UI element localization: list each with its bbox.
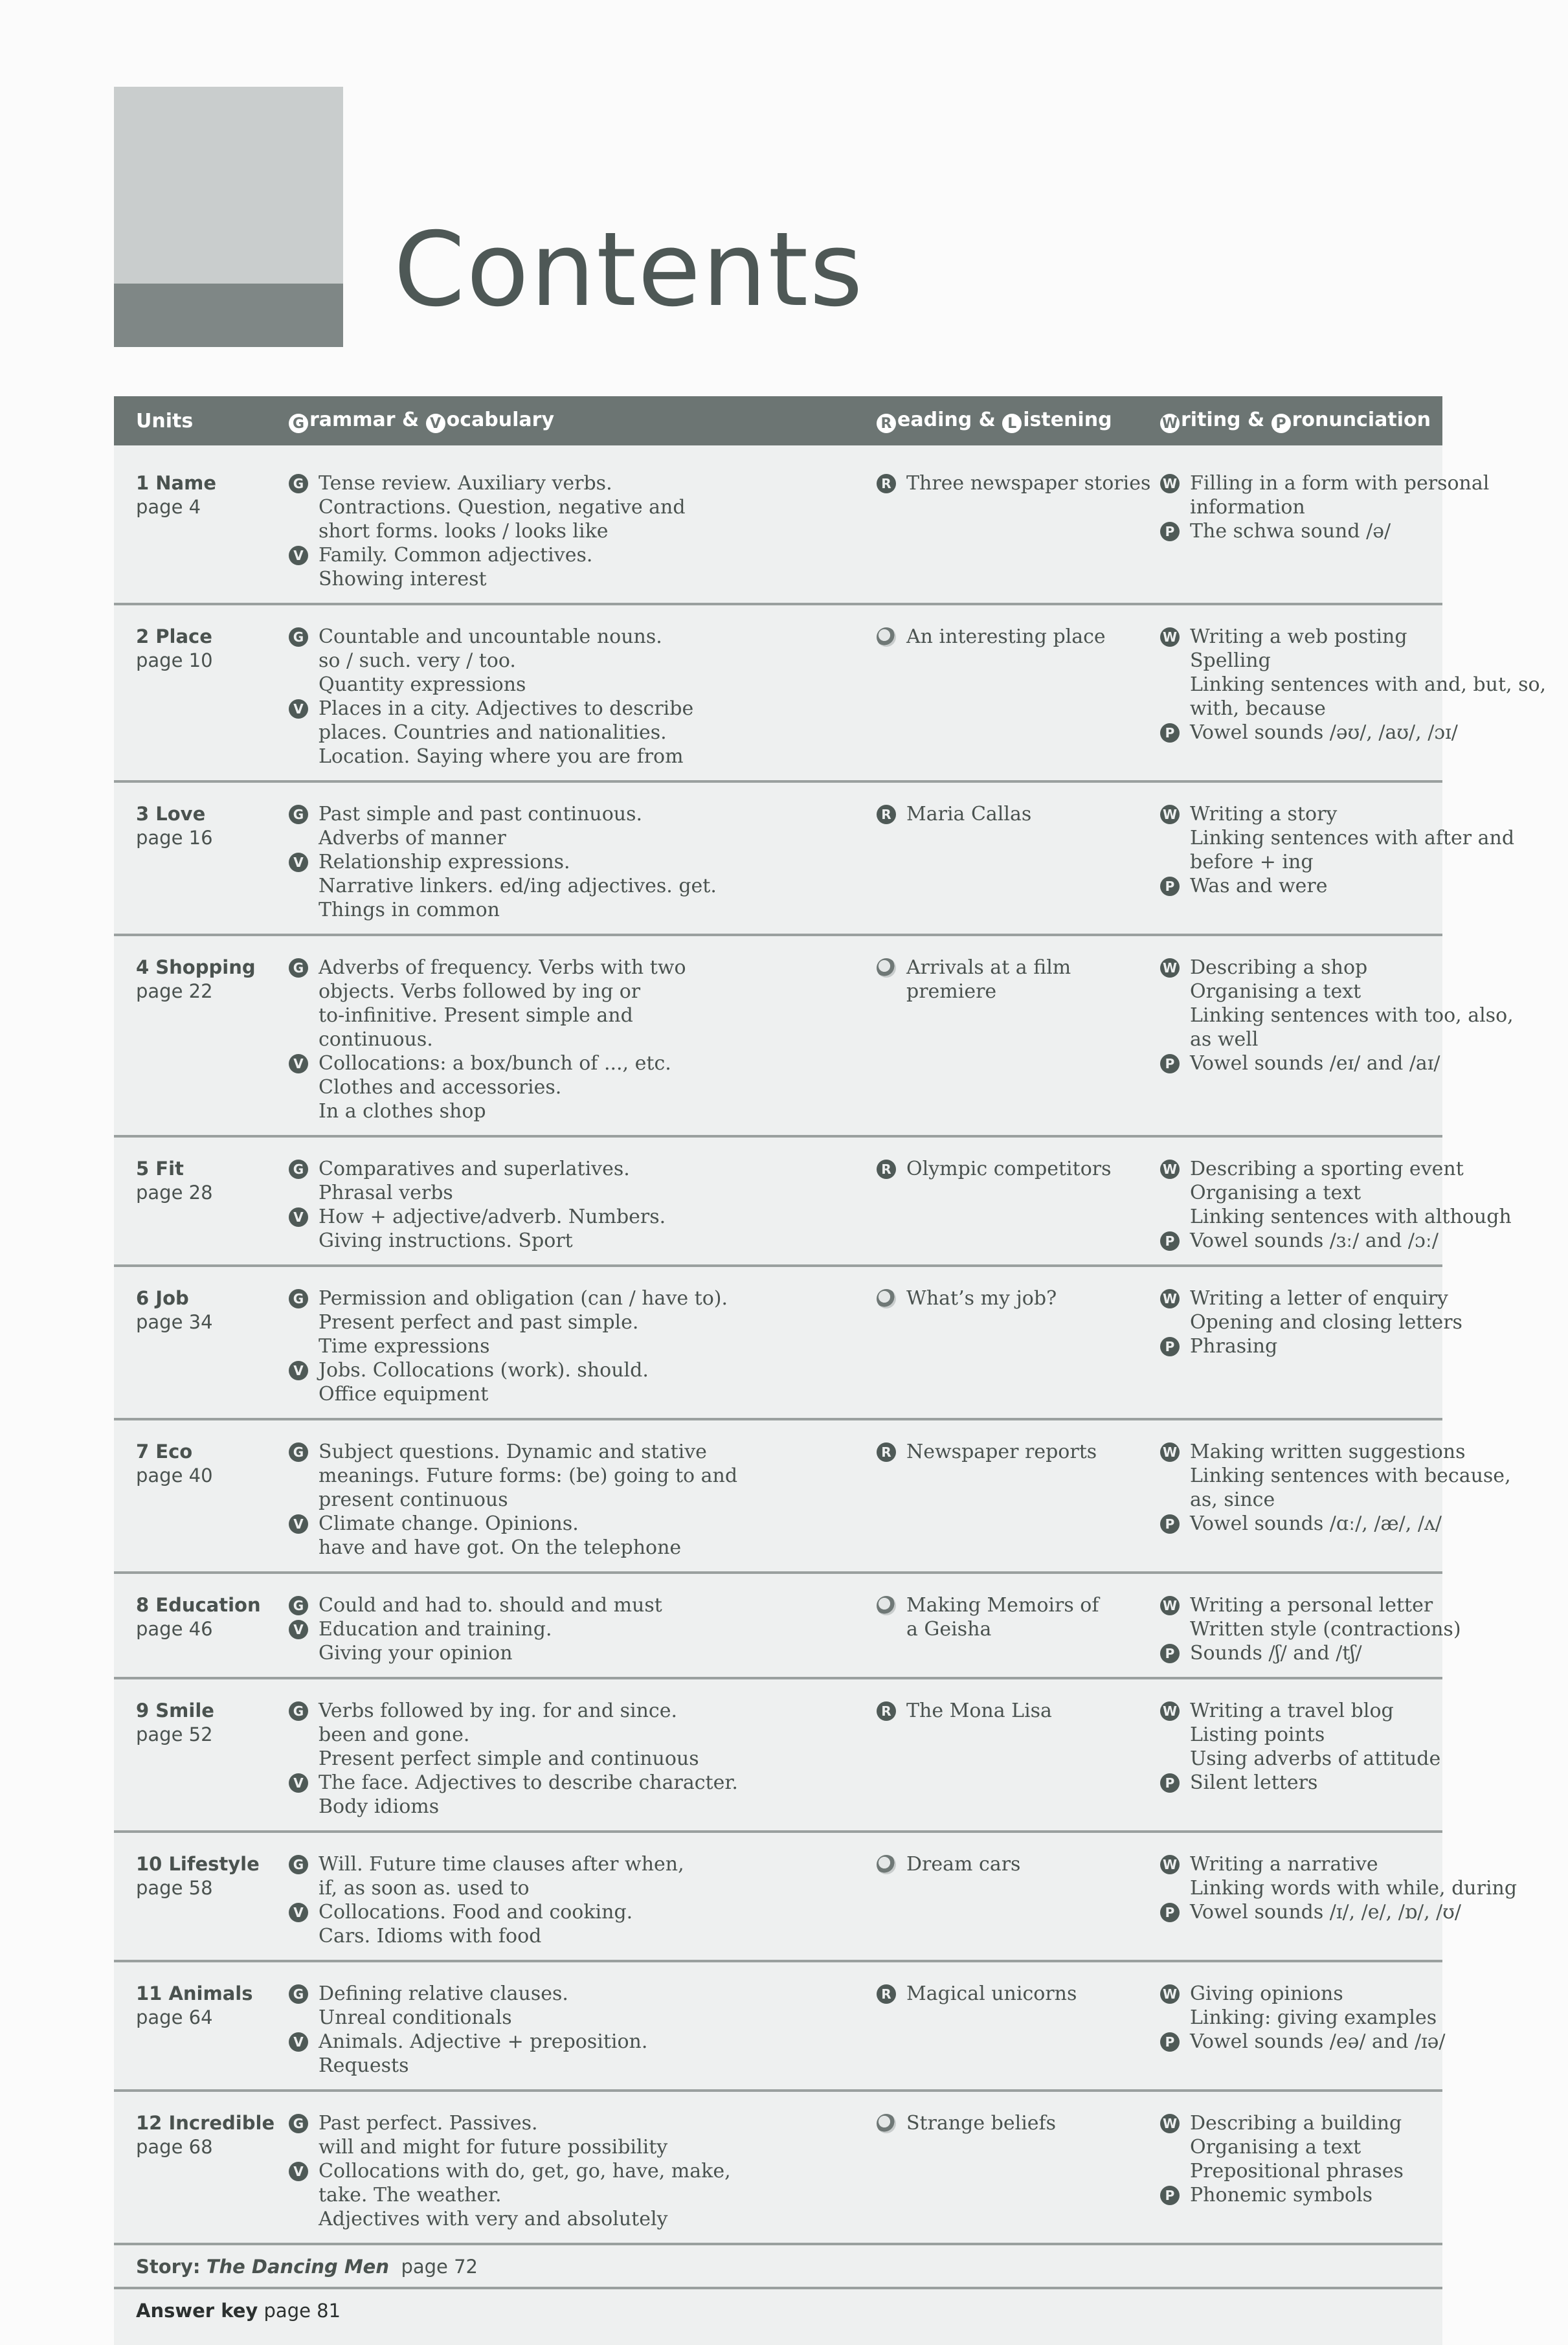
table-body	[114, 445, 1547, 2245]
answer-key-row[interactable]	[114, 2289, 1442, 2345]
writing-entry: W Writing a letter of enquiry Opening and closing letters	[1160, 1286, 1462, 1334]
grammar-entry: G Adverbs of frequency. Verbs with two objects. Verbs followed by ing or to-infinitive. Present simple and continuous.	[289, 956, 864, 1051]
grammar-icon: G	[289, 805, 308, 824]
reading-icon: R	[877, 1984, 896, 2004]
reading-listening-cell	[877, 1440, 1160, 1560]
writing-icon: W	[1160, 2114, 1180, 2133]
writing-entry: W Writing a travel blog Listing points Using adverbs of attitude	[1160, 1699, 1442, 1771]
vocabulary-letter-icon: V	[426, 414, 445, 433]
grammar-entry: G Countable and uncountable nouns. so / such. very / too. Quantity expressions	[289, 625, 864, 697]
pronunciation-icon: P	[1160, 522, 1180, 541]
pronunciation-entry: P Was and were	[1160, 874, 1514, 898]
writing-entry: W Describing a sporting event Organising a text Linking sentences with although	[1160, 1157, 1512, 1229]
vocabulary-entry: V Climate change. Opinions. have and have got. On the telephone	[289, 1512, 864, 1560]
story-label: Story:	[136, 2256, 201, 2278]
vocabulary-entry: V Collocations: a box/bunch of ..., etc. Clothes and accessories. In a clothes shop	[289, 1051, 864, 1123]
vocabulary-entry: V Education and training. Giving your opinion	[289, 1617, 864, 1665]
grammar-vocabulary-cell	[289, 1286, 877, 1406]
vocabulary-entry: V Places in a city. Adjectives to describe places. Countries and nationalities. Location. Saying where you are from	[289, 697, 864, 769]
table-row	[114, 1679, 1442, 1833]
listening-cd-entry: Strange beliefs	[877, 2111, 1160, 2135]
unit-page: page 46	[136, 1618, 213, 1640]
writing-pronunciation-cell	[1160, 2111, 1442, 2231]
writing-icon: W	[1160, 1160, 1180, 1179]
pronunciation-icon: P	[1160, 1644, 1180, 1663]
table-row	[114, 783, 1515, 936]
grammar-icon: G	[289, 474, 308, 493]
unit-cell[interactable]	[114, 1982, 289, 2078]
unit-page: page 22	[136, 980, 213, 1002]
grammar-icon: G	[289, 1855, 308, 1874]
writing-icon: W	[1160, 1442, 1180, 1462]
pronunciation-icon: P	[1160, 2186, 1180, 2205]
pronunciation-letter-icon: P	[1271, 414, 1291, 433]
grammar-vocabulary-cell	[289, 1699, 877, 1819]
grammar-vocabulary-cell	[289, 1852, 877, 1948]
writing-icon: W	[1160, 1855, 1180, 1874]
unit-page: page 58	[136, 1877, 213, 1899]
reading-listening-cell	[877, 471, 1160, 591]
reading-icon: R	[877, 805, 896, 824]
reading-listening-cell	[877, 802, 1160, 922]
unit-name: 7 Eco	[136, 1441, 193, 1463]
vocabulary-icon: V	[289, 1620, 308, 1639]
pronunciation-entry: P Vowel sounds /eə/ and /ɪə/	[1160, 2030, 1446, 2054]
story-title: The Dancing Men	[206, 2256, 389, 2278]
reading-listening-cell	[877, 1699, 1160, 1819]
pronunciation-icon: P	[1160, 877, 1180, 896]
vocabulary-icon: V	[289, 853, 308, 872]
grammar-entry: G Verbs followed by ing. for and since. been and gone. Present perfect simple and continuous	[289, 1699, 864, 1771]
unit-page: page 68	[136, 2136, 213, 2158]
pronunciation-icon: P	[1160, 1337, 1180, 1356]
grammar-icon: G	[289, 2114, 308, 2133]
unit-name: 2 Place	[136, 625, 212, 647]
writing-pronunciation-cell	[1160, 1286, 1462, 1406]
reading-listening-cell	[877, 1157, 1160, 1253]
writing-icon: W	[1160, 1289, 1180, 1308]
pronunciation-icon: P	[1160, 1903, 1180, 1922]
reading-entry: R Magical unicorns	[877, 1982, 1160, 2006]
writing-pronunciation-cell	[1160, 802, 1514, 922]
pronunciation-icon: P	[1160, 1054, 1180, 1073]
pronunciation-icon: P	[1160, 2032, 1180, 2052]
grammar-entry: G Tense review. Auxiliary verbs. Contractions. Question, negative and short forms. looks / looks like	[289, 471, 864, 543]
writing-icon: W	[1160, 1984, 1180, 2004]
writing-icon: W	[1160, 1596, 1180, 1615]
writing-entry: W Describing a shop Organising a text Linking sentences with too, also, as well	[1160, 956, 1514, 1051]
vocabulary-entry: V How + adjective/adverb. Numbers. Giving instructions. Sport	[289, 1205, 864, 1253]
unit-cell[interactable]	[114, 1440, 289, 1560]
grammar-vocabulary-cell	[289, 1440, 877, 1560]
pronunciation-entry: P Vowel sounds /ɪ/, /e/, /ɒ/, /ʊ/	[1160, 1900, 1517, 1924]
writing-entry: W Writing a web posting Spelling Linking sentences with and, but, so, with, because	[1160, 625, 1546, 721]
reading-listening-cell	[877, 1982, 1160, 2078]
table-row	[114, 1420, 1511, 1574]
reading-letter-icon: R	[877, 414, 896, 433]
table-header	[114, 396, 1442, 445]
story-page: page 72	[401, 2256, 478, 2278]
pronunciation-icon: P	[1160, 1231, 1180, 1251]
pronunciation-icon: P	[1160, 1773, 1180, 1793]
unit-name: 9 Smile	[136, 1700, 214, 1722]
table-row	[114, 445, 1490, 605]
unit-cell[interactable]	[114, 802, 289, 922]
writing-icon: W	[1160, 627, 1180, 647]
grammar-vocabulary-cell	[289, 471, 877, 591]
grammar-icon: G	[289, 627, 308, 647]
grammar-icon: G	[289, 1596, 308, 1615]
writing-entry: W Writing a story Linking sentences with after and before + ing	[1160, 802, 1514, 874]
header-writing-pronunciation: W riting & P ronunciation	[1160, 409, 1442, 434]
listening-cd-entry: Making Memoirs of a Geisha	[877, 1593, 1160, 1641]
grammar-entry: G Defining relative clauses. Unreal conditionals	[289, 1982, 864, 2030]
pronunciation-icon: P	[1160, 1514, 1180, 1534]
reading-entry: R Maria Callas	[877, 802, 1160, 826]
listening-cd-entry: An interesting place	[877, 625, 1160, 649]
title-decoration-block	[114, 87, 343, 347]
grammar-entry: G Permission and obligation (can / have to). Present perfect and past simple. Time expressions	[289, 1286, 864, 1358]
table-row	[114, 605, 1547, 783]
unit-page: page 4	[136, 496, 201, 518]
vocabulary-icon: V	[289, 1207, 308, 1227]
table-row	[114, 1267, 1462, 1420]
vocabulary-entry: V Family. Common adjectives. Showing interest	[289, 543, 864, 591]
table-row	[114, 936, 1514, 1138]
writing-pronunciation-cell	[1160, 1157, 1512, 1253]
unit-cell[interactable]	[114, 1593, 289, 1665]
pronunciation-icon: P	[1160, 723, 1180, 743]
writing-entry: W Writing a personal letter Written style (contractions)	[1160, 1593, 1461, 1641]
writing-entry: W Describing a building Organising a text Prepositional phrases	[1160, 2111, 1442, 2183]
reading-listening-cell	[877, 2111, 1160, 2231]
table-row	[114, 2092, 1442, 2245]
unit-page: page 16	[136, 827, 213, 849]
grammar-entry: G Past perfect. Passives. will and might for future possibility	[289, 2111, 864, 2159]
vocabulary-icon: V	[289, 1773, 308, 1793]
pronunciation-entry: P Phonemic symbols	[1160, 2183, 1442, 2207]
listening-cd-icon	[877, 1855, 896, 1874]
unit-name: 11 Animals	[136, 1982, 253, 2004]
unit-cell[interactable]	[114, 1699, 289, 1819]
grammar-vocabulary-cell	[289, 625, 877, 769]
unit-name: 3 Love	[136, 803, 206, 825]
reading-icon: R	[877, 1701, 896, 1721]
pronunciation-entry: P Phrasing	[1160, 1334, 1462, 1358]
writing-icon: W	[1160, 1701, 1180, 1721]
reading-icon: R	[877, 1160, 896, 1179]
unit-name: 5 Fit	[136, 1158, 184, 1180]
header-reading-listening: R eading & L istening	[877, 409, 1160, 434]
vocabulary-icon: V	[289, 699, 308, 719]
header-units: Units	[136, 409, 194, 432]
page-title: Contents	[394, 210, 864, 330]
unit-name: 4 Shopping	[136, 956, 256, 978]
story-row[interactable]	[114, 2245, 1442, 2289]
grammar-entry: G Subject questions. Dynamic and stative meanings. Future forms: (be) going to and present continuous	[289, 1440, 864, 1512]
writing-entry: W Making written suggestions Linking sentences with because, as, since	[1160, 1440, 1511, 1512]
unit-cell[interactable]	[114, 1852, 289, 1948]
reading-entry: R Three newspaper stories	[877, 471, 1160, 495]
unit-page: page 64	[136, 2006, 213, 2028]
answer-key-page: page 81	[263, 2300, 341, 2322]
writing-entry: W Filling in a form with personal information	[1160, 471, 1489, 519]
unit-page: page 28	[136, 1182, 213, 1204]
grammar-entry: G Will. Future time clauses after when, if, as soon as. used to	[289, 1852, 864, 1900]
vocabulary-icon: V	[289, 2162, 308, 2181]
vocabulary-icon: V	[289, 1903, 308, 1922]
unit-cell[interactable]	[114, 1286, 289, 1406]
writing-icon: W	[1160, 474, 1180, 493]
vocabulary-icon: V	[289, 1054, 308, 1073]
reading-listening-cell	[877, 1286, 1160, 1406]
grammar-entry: G Past simple and past continuous. Adverbs of manner	[289, 802, 864, 850]
unit-cell[interactable]	[114, 2111, 289, 2231]
writing-pronunciation-cell	[1160, 625, 1546, 769]
table-row	[114, 1833, 1518, 1962]
grammar-vocabulary-cell	[289, 956, 877, 1123]
vocabulary-icon: V	[289, 546, 308, 565]
grammar-entry: G Comparatives and superlatives. Phrasal verbs	[289, 1157, 864, 1205]
reading-entry: R Newspaper reports	[877, 1440, 1160, 1464]
reading-listening-cell	[877, 956, 1160, 1123]
grammar-entry: G Could and had to. should and must	[289, 1593, 864, 1617]
pronunciation-entry: P The schwa sound /ə/	[1160, 519, 1489, 543]
vocabulary-entry: V Animals. Adjective + preposition. Requests	[289, 2030, 864, 2078]
grammar-icon: G	[289, 1289, 308, 1308]
listening-cd-entry: Dream cars	[877, 1852, 1160, 1876]
pronunciation-entry: P Vowel sounds /eɪ/ and /aɪ/	[1160, 1051, 1514, 1075]
reading-entry: R Olympic competitors	[877, 1157, 1160, 1181]
unit-name: 10 Lifestyle	[136, 1853, 260, 1875]
unit-name: 6 Job	[136, 1287, 189, 1309]
reading-listening-cell	[877, 625, 1160, 769]
writing-pronunciation-cell	[1160, 956, 1514, 1123]
header-grammar-vocabulary: G rammar & V ocabulary	[289, 409, 877, 434]
listening-cd-icon	[877, 1289, 896, 1308]
title-decoration-dark-band	[114, 284, 343, 347]
listening-cd-entry: What’s my job?	[877, 1286, 1160, 1310]
reading-entry: R The Mona Lisa	[877, 1699, 1160, 1723]
unit-name: 8 Education	[136, 1594, 261, 1616]
vocabulary-icon: V	[289, 1514, 308, 1534]
grammar-vocabulary-cell	[289, 802, 877, 922]
vocabulary-entry: V Jobs. Collocations (work). should. Office equipment	[289, 1358, 864, 1406]
unit-cell[interactable]	[114, 1157, 289, 1253]
listening-cd-icon	[877, 627, 896, 647]
listening-letter-icon: L	[1002, 414, 1022, 433]
grammar-icon: G	[289, 1442, 308, 1462]
pronunciation-entry: P Vowel sounds /əʊ/, /aʊ/, /ɔɪ/	[1160, 721, 1546, 745]
grammar-icon: G	[289, 958, 308, 978]
unit-page: page 34	[136, 1311, 213, 1333]
listening-cd-icon	[877, 1596, 896, 1615]
reading-listening-cell	[877, 1593, 1160, 1665]
vocabulary-entry: V Collocations. Food and cooking. Cars. Idioms with food	[289, 1900, 864, 1948]
pronunciation-entry: P Vowel sounds /ɜː/ and /ɔː/	[1160, 1229, 1512, 1253]
writing-pronunciation-cell	[1160, 1852, 1517, 1948]
vocabulary-icon: V	[289, 2032, 308, 2052]
writing-icon: W	[1160, 958, 1180, 978]
table-row	[114, 1962, 1446, 2092]
unit-name: 1 Name	[136, 472, 217, 494]
writing-pronunciation-cell	[1160, 1982, 1446, 2078]
writing-pronunciation-cell	[1160, 1593, 1461, 1665]
writing-pronunciation-cell	[1160, 471, 1489, 591]
grammar-vocabulary-cell	[289, 1982, 877, 2078]
unit-cell[interactable]	[114, 625, 289, 769]
listening-cd-icon	[877, 2114, 896, 2133]
unit-cell[interactable]	[114, 956, 289, 1123]
unit-page: page 40	[136, 1464, 213, 1487]
table-row	[114, 1138, 1512, 1267]
pronunciation-entry: P Sounds /ʃ/ and /tʃ/	[1160, 1641, 1461, 1665]
writing-entry: W Writing a narrative Linking words with while, during	[1160, 1852, 1517, 1900]
answer-key-label: Answer key	[136, 2300, 258, 2322]
pronunciation-entry: P Silent letters	[1160, 1771, 1442, 1795]
grammar-icon: G	[289, 1160, 308, 1179]
grammar-icon: G	[289, 1984, 308, 2004]
unit-name: 12 Incredible	[136, 2112, 275, 2134]
vocabulary-entry: V The face. Adjectives to describe character. Body idioms	[289, 1771, 864, 1819]
grammar-icon: G	[289, 1701, 308, 1721]
grammar-letter-icon: G	[289, 414, 308, 433]
unit-cell[interactable]	[114, 471, 289, 591]
writing-entry: W Giving opinions Linking: giving examples	[1160, 1982, 1446, 2030]
vocabulary-entry: V Collocations with do, get, go, have, make, take. The weather. Adjectives with very and absolutely	[289, 2159, 864, 2231]
writing-pronunciation-cell	[1160, 1699, 1442, 1819]
writing-letter-icon: W	[1160, 414, 1180, 433]
reading-listening-cell	[877, 1852, 1160, 1948]
grammar-vocabulary-cell	[289, 1593, 877, 1665]
unit-page: page 10	[136, 649, 213, 671]
table-row	[114, 1574, 1461, 1679]
grammar-vocabulary-cell	[289, 1157, 877, 1253]
writing-pronunciation-cell	[1160, 1440, 1511, 1560]
pronunciation-entry: P Vowel sounds /ɑː/, /æ/, /ʌ/	[1160, 1512, 1511, 1536]
reading-icon: R	[877, 474, 896, 493]
writing-icon: W	[1160, 805, 1180, 824]
reading-icon: R	[877, 1442, 896, 1462]
listening-cd-entry: Arrivals at a film premiere	[877, 956, 1160, 1004]
vocabulary-entry: V Relationship expressions. Narrative linkers. ed/ing adjectives. get. Things in common	[289, 850, 864, 922]
listening-cd-icon	[877, 958, 896, 978]
grammar-vocabulary-cell	[289, 2111, 877, 2231]
contents-table	[114, 396, 1547, 2345]
unit-page: page 52	[136, 1723, 213, 1745]
vocabulary-icon: V	[289, 1361, 308, 1380]
